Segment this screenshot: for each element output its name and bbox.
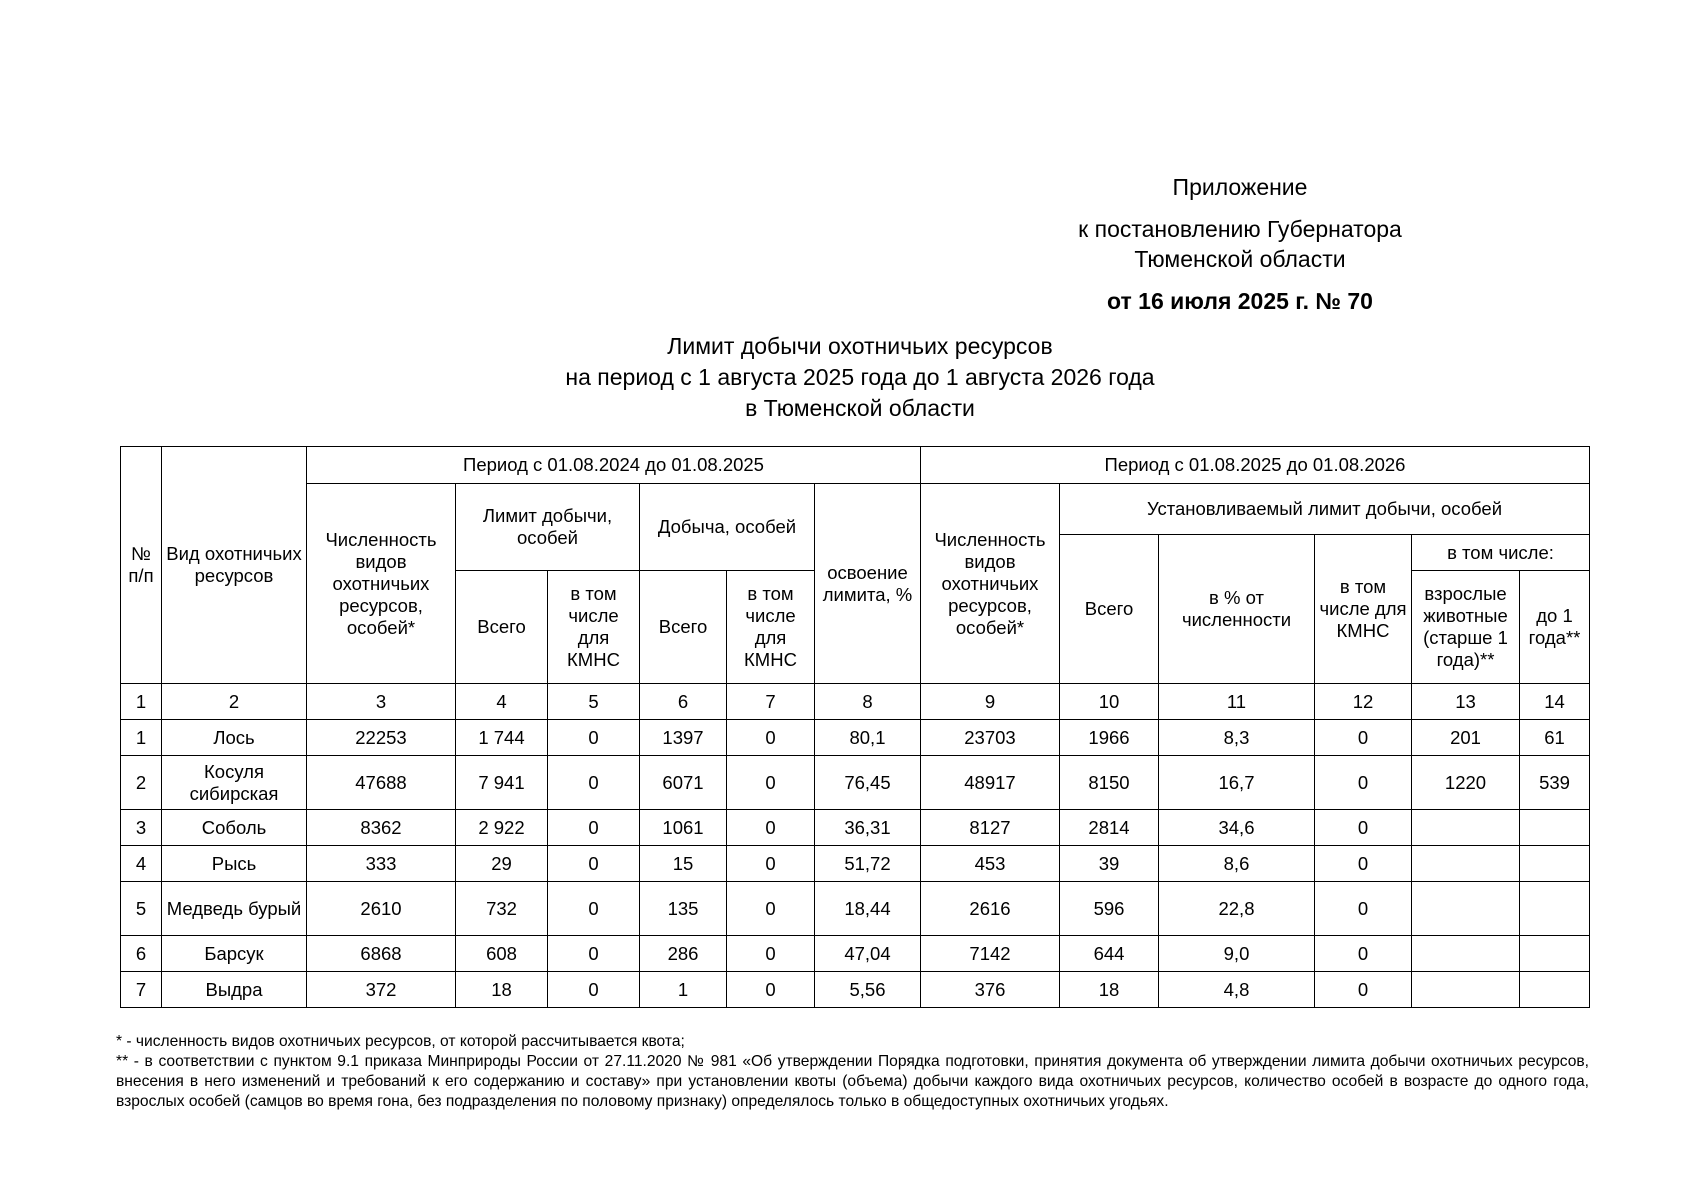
cell-lim-kmns: 0 (548, 846, 640, 882)
document-title-line3: в Тюменской области (745, 395, 975, 421)
footnote-1: * - численность видов охотничьих ресурсов, от которой рассчитывается квота; (116, 1033, 685, 1050)
table-row (121, 810, 1590, 846)
document-title-line1: Лимит добычи охотничьих ресурсов (667, 333, 1053, 359)
limits-table (120, 446, 1590, 1008)
cell-species: Косуля сибирская (162, 756, 307, 810)
column-number: 3 (307, 684, 456, 720)
cell-species: Выдра (162, 972, 307, 1008)
cell-lim-total: 2 922 (456, 810, 548, 846)
cell-usage: 47,04 (815, 936, 921, 972)
cell-adults (1412, 882, 1520, 936)
document-title-line2: на период с 1 августа 2025 года до 1 августа 2026 года (565, 364, 1155, 390)
footnote-2: ** - в соответствии с пунктом 9.1 приказа Минприроды России от 27.11.2020 № 981 «Об утверждении Порядка подготовки, принятия документа об утверждении лимита добычи охотничьих ресурсов, внесения в него изменений и требований к его содержанию и составу» при установлении квоты (объема) добычи каждого вида охотничьих ресурсов, количество особей в возрасте до одного года, взрослых особей (самцов во время гона, без подразделения по половому признаку) определялось только в общедоступных охотничьих угодьях. (116, 1053, 1589, 1110)
cell-n: 4 (121, 846, 162, 882)
cell-new-kmns: 0 (1315, 720, 1412, 756)
header-new-total: Всего (1060, 535, 1159, 684)
cell-n: 3 (121, 810, 162, 846)
cell-pop1: 47688 (307, 756, 456, 810)
cell-young (1520, 882, 1590, 936)
cell-pop2: 7142 (921, 936, 1060, 972)
cell-new-kmns: 0 (1315, 846, 1412, 882)
table-row (121, 936, 1590, 972)
cell-usage: 18,44 (815, 882, 921, 936)
header-species: Вид охотничьих ресурсов (162, 447, 307, 684)
cell-pop1: 22253 (307, 720, 456, 756)
appendix-title: Приложение (1172, 174, 1308, 200)
cell-pct: 8,6 (1159, 846, 1315, 882)
cell-harv-kmns: 0 (727, 756, 815, 810)
table-row (121, 846, 1590, 882)
cell-lim-total: 732 (456, 882, 548, 936)
cell-usage: 51,72 (815, 846, 921, 882)
cell-new-total: 8150 (1060, 756, 1159, 810)
header-adults: взрослые животные (старше 1 года)** (1412, 571, 1520, 684)
cell-pop2: 376 (921, 972, 1060, 1008)
table-row (121, 756, 1590, 810)
cell-usage: 36,31 (815, 810, 921, 846)
table-row (121, 972, 1590, 1008)
cell-new-kmns: 0 (1315, 810, 1412, 846)
cell-pop1: 8362 (307, 810, 456, 846)
cell-young: 539 (1520, 756, 1590, 810)
cell-n: 1 (121, 720, 162, 756)
table-row (121, 882, 1590, 936)
cell-young (1520, 810, 1590, 846)
cell-harv-total: 6071 (640, 756, 727, 810)
header-limit-total: Всего (456, 571, 548, 684)
column-number: 8 (815, 684, 921, 720)
cell-pct: 9,0 (1159, 936, 1315, 972)
cell-n: 2 (121, 756, 162, 810)
cell-new-kmns: 0 (1315, 882, 1412, 936)
cell-young (1520, 972, 1590, 1008)
cell-harv-kmns: 0 (727, 972, 815, 1008)
cell-usage: 5,56 (815, 972, 921, 1008)
cell-usage: 76,45 (815, 756, 921, 810)
header-period2: Период с 01.08.2025 до 01.08.2026 (921, 447, 1590, 484)
cell-harv-total: 1 (640, 972, 727, 1008)
cell-lim-kmns: 0 (548, 972, 640, 1008)
cell-lim-total: 1 744 (456, 720, 548, 756)
footnotes (116, 1032, 1589, 1112)
document-title (440, 331, 1280, 424)
header-period1: Период с 01.08.2024 до 01.08.2025 (307, 447, 921, 484)
header-num: № п/п (121, 447, 162, 684)
cell-new-total: 596 (1060, 882, 1159, 936)
cell-species: Соболь (162, 810, 307, 846)
cell-pct: 34,6 (1159, 810, 1315, 846)
cell-pct: 4,8 (1159, 972, 1315, 1008)
cell-adults (1412, 846, 1520, 882)
cell-young (1520, 846, 1590, 882)
cell-n: 6 (121, 936, 162, 972)
cell-lim-total: 29 (456, 846, 548, 882)
cell-harv-total: 1397 (640, 720, 727, 756)
cell-new-total: 18 (1060, 972, 1159, 1008)
appendix-reference (1030, 214, 1450, 274)
cell-pop2: 8127 (921, 810, 1060, 846)
cell-pct: 16,7 (1159, 756, 1315, 810)
cell-harv-kmns: 0 (727, 720, 815, 756)
appendix-reference-line2: Тюменской области (1134, 246, 1346, 272)
cell-new-kmns: 0 (1315, 936, 1412, 972)
column-number: 7 (727, 684, 815, 720)
cell-adults (1412, 810, 1520, 846)
column-numbers-row (121, 684, 1590, 720)
header-young: до 1 года** (1520, 571, 1590, 684)
column-number: 10 (1060, 684, 1159, 720)
column-number: 14 (1520, 684, 1590, 720)
cell-species: Рысь (162, 846, 307, 882)
header-new-limit-group: Установливаемый лимит добычи, особей (1060, 484, 1590, 535)
column-number: 4 (456, 684, 548, 720)
column-number: 13 (1412, 684, 1520, 720)
cell-lim-kmns: 0 (548, 756, 640, 810)
cell-species: Медведь бурый (162, 882, 307, 936)
cell-n: 5 (121, 882, 162, 936)
cell-harv-total: 15 (640, 846, 727, 882)
cell-pop2: 23703 (921, 720, 1060, 756)
header-harvest-group: Добыча, особей (640, 484, 815, 571)
cell-lim-total: 7 941 (456, 756, 548, 810)
table-row (121, 720, 1590, 756)
table-body (121, 720, 1590, 1008)
cell-lim-kmns: 0 (548, 720, 640, 756)
header-population1: Численность видов охотничьих ресурсов, особей* (307, 484, 456, 684)
cell-new-kmns: 0 (1315, 756, 1412, 810)
cell-lim-total: 608 (456, 936, 548, 972)
column-number: 1 (121, 684, 162, 720)
cell-young: 61 (1520, 720, 1590, 756)
cell-new-total: 644 (1060, 936, 1159, 972)
cell-new-total: 39 (1060, 846, 1159, 882)
header-harvest-kmns: в том числе для КМНС (727, 571, 815, 684)
cell-lim-kmns: 0 (548, 936, 640, 972)
cell-harv-total: 135 (640, 882, 727, 936)
cell-pop2: 453 (921, 846, 1060, 882)
cell-new-kmns: 0 (1315, 972, 1412, 1008)
cell-harv-kmns: 0 (727, 882, 815, 936)
header-incl-group: в том числе: (1412, 535, 1590, 571)
cell-new-total: 1966 (1060, 720, 1159, 756)
cell-harv-total: 286 (640, 936, 727, 972)
cell-pop2: 48917 (921, 756, 1060, 810)
cell-pct: 8,3 (1159, 720, 1315, 756)
cell-pop1: 333 (307, 846, 456, 882)
cell-species: Лось (162, 720, 307, 756)
cell-lim-kmns: 0 (548, 810, 640, 846)
header-limit-kmns: в том числе для КМНС (548, 571, 640, 684)
header-harvest-total: Всего (640, 571, 727, 684)
header-new-kmns: в том числе для КМНС (1315, 535, 1412, 684)
cell-pop1: 2610 (307, 882, 456, 936)
column-number: 11 (1159, 684, 1315, 720)
cell-harv-total: 1061 (640, 810, 727, 846)
cell-usage: 80,1 (815, 720, 921, 756)
cell-adults (1412, 936, 1520, 972)
cell-adults (1412, 972, 1520, 1008)
header-population2: Численность видов охотничьих ресурсов, особей* (921, 484, 1060, 684)
cell-lim-total: 18 (456, 972, 548, 1008)
cell-pop2: 2616 (921, 882, 1060, 936)
cell-adults: 201 (1412, 720, 1520, 756)
cell-pop1: 6868 (307, 936, 456, 972)
column-number: 12 (1315, 684, 1412, 720)
cell-pop1: 372 (307, 972, 456, 1008)
column-number: 9 (921, 684, 1060, 720)
header-limit-group: Лимит добычи, особей (456, 484, 640, 571)
cell-n: 7 (121, 972, 162, 1008)
cell-adults: 1220 (1412, 756, 1520, 810)
appendix-reference-line1: к постановлению Губернатора (1078, 216, 1402, 242)
appendix-date: от 16 июля 2025 г. № 70 (1107, 288, 1373, 314)
cell-harv-kmns: 0 (727, 846, 815, 882)
table-header (121, 447, 1590, 720)
cell-harv-kmns: 0 (727, 936, 815, 972)
header-usage: освоение лимита, % (815, 484, 921, 684)
cell-pct: 22,8 (1159, 882, 1315, 936)
cell-new-total: 2814 (1060, 810, 1159, 846)
header-pct-of-population: в % от численности (1159, 535, 1315, 684)
column-number: 5 (548, 684, 640, 720)
cell-young (1520, 936, 1590, 972)
column-number: 6 (640, 684, 727, 720)
cell-lim-kmns: 0 (548, 882, 640, 936)
cell-harv-kmns: 0 (727, 810, 815, 846)
cell-species: Барсук (162, 936, 307, 972)
column-number: 2 (162, 684, 307, 720)
